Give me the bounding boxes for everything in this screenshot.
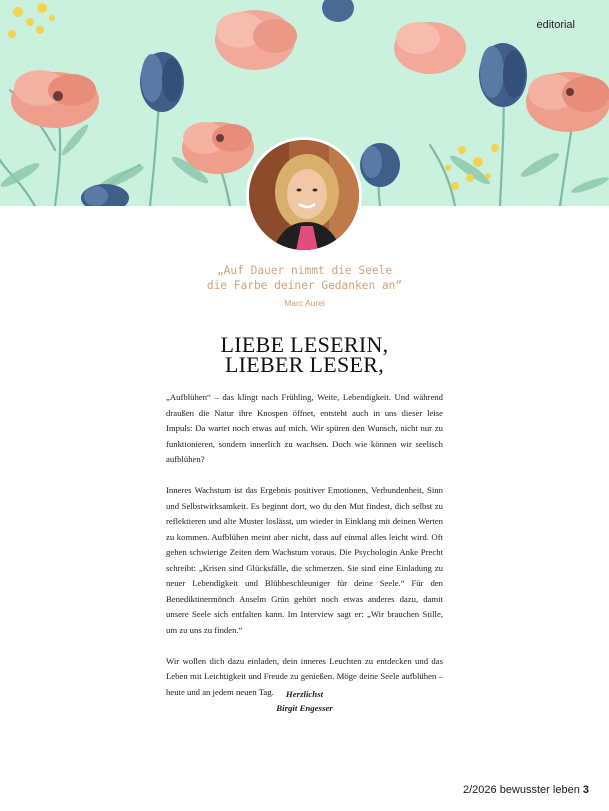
blue-flower-4 — [81, 184, 129, 206]
page-number: 3 — [582, 784, 589, 796]
blue-flower-5 — [322, 0, 354, 22]
section-label: editorial — [536, 19, 575, 31]
page-title — [0, 332, 609, 377]
portrait-image — [249, 140, 362, 253]
signoff-name: Birgit Engesser — [276, 703, 333, 713]
author-portrait — [246, 137, 362, 253]
pink-flower-left — [11, 70, 99, 128]
paragraph: Wir wollen dich dazu einladen, dein inneres Leuchten zu entdecken und das Leben mit Leichtigkeit und Freude zu genießen. Möge deine Seele aufblühen – heute und an jedem neuen Tag. — [166, 655, 443, 697]
editorial-body — [166, 390, 443, 716]
quote-author: Marc Aurel — [284, 298, 325, 308]
pink-flower-right — [526, 72, 609, 132]
quote-line-1: „Auf Dauer nimmt die Seele — [216, 264, 393, 277]
blue-flower-2 — [479, 43, 527, 107]
pink-flower-top — [215, 10, 297, 70]
issue-label: 2/2026 bewusster leben — [463, 784, 580, 796]
title-line-1: LIEBE LESERIN, — [220, 332, 389, 357]
signoff — [166, 687, 443, 715]
paragraph: Inneres Wachstum ist das Ergebnis positiver Emotionen, Verbundenheit, Sinn und Selbstwirksamkeit. Es beginnt dort, wo du den Mut findest, dich selbst zu reflektieren und alte Muster loslässt, um wieder in Einklang mit deinen Werten zu kommen. Aufblühen meint aber nicht, dass auf einmal alles leicht wird. Oft gehen schwierige Zeiten dem Wachstum voraus. Die Psychologin Anke Precht schreibt: „Krisen sind Glücksfälle, die schmerzen. Sie sind eine Einladung zu neuer Lebendigkeit und Blühbeschleuniger für deine Seele.“ Für den Benediktinermönch Anselm Grün gehört noch etwas anderes dazu, damit unsere Seele sich entfalten kann. Im Interview sagt er: „Wir brauchen Stille, um zu uns zu finden.“ — [166, 485, 443, 635]
blue-flower-3 — [360, 143, 400, 187]
paragraph: „Aufblühen“ – das klingt nach Frühling, Weite, Lebendigkeit. Und während draußen die Natur ihre Knospen öffnet, entsteht auch in uns dieser leise Impuls: Da wartet noch etwas auf mich. Wir spüren den Wunsch, nicht nur zu funktionieren, sondern innerlich zu wachsen. Doch wie können wir seelisch aufblühen? — [166, 392, 443, 464]
title-line-2: LIEBER LESER, — [224, 352, 385, 377]
blue-flower-1 — [140, 52, 184, 112]
pink-flower-center — [182, 122, 254, 174]
quote — [0, 263, 609, 293]
quote-line-2: die Farbe deiner Gedanken an“ — [206, 279, 403, 292]
pink-flower-top-right — [394, 22, 466, 74]
page-footer — [463, 784, 589, 796]
signoff-greeting: Herzlichst — [285, 689, 324, 699]
